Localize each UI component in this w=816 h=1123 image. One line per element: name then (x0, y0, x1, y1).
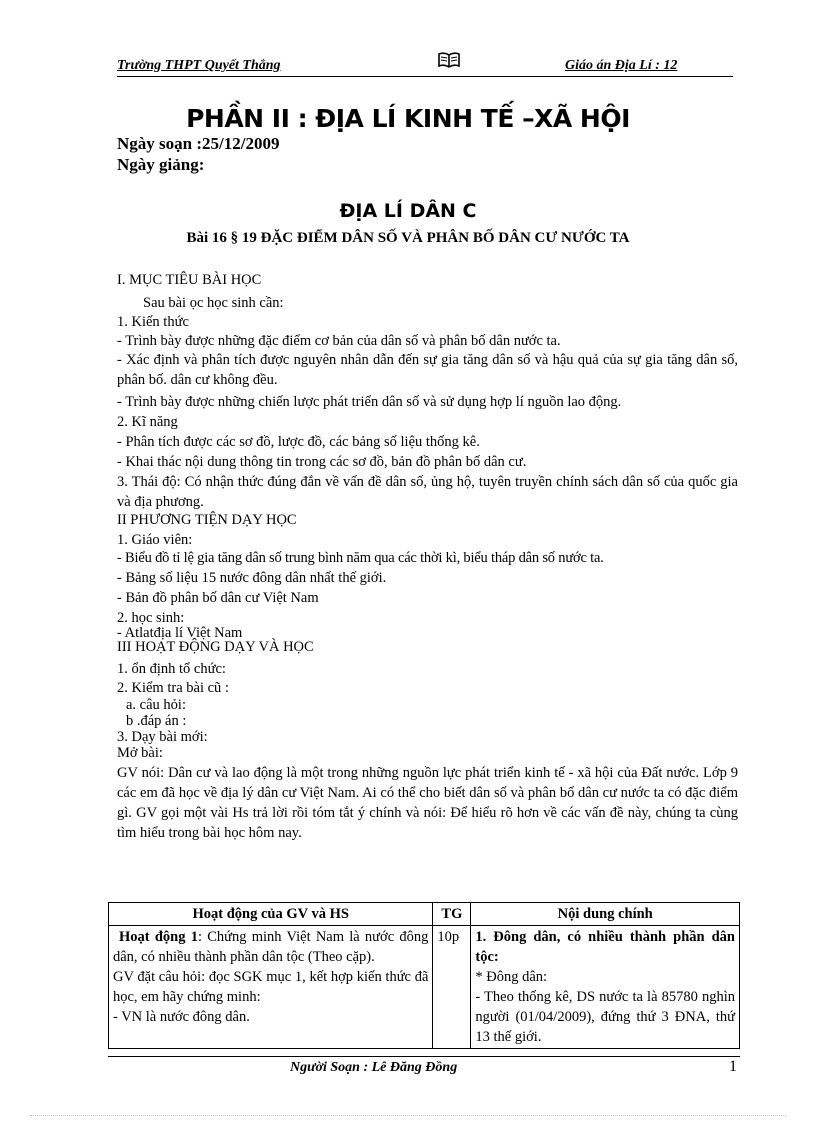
teacher-item-3: - Bản đồ phân bố dân cư Việt Nam (117, 590, 319, 606)
open-book-icon (438, 52, 460, 73)
author-label: Người Soạn : Lê Đăng Đồng (290, 1060, 458, 1075)
table-header: Nội dung chính (471, 903, 740, 926)
teacher-heading: 1. Giáo viên: (117, 532, 193, 548)
activity-point: - VN là nước đông dân. (113, 1009, 250, 1025)
skills-heading: 2. Kĩ năng (117, 414, 178, 430)
activity-title: Hoạt động 1 (119, 929, 198, 945)
page-edge-divider (30, 1115, 786, 1116)
student-heading: 2. học sinh: (117, 610, 185, 626)
activity-item-2b: b .đáp án : (126, 713, 187, 729)
page-number: 1 (729, 1058, 737, 1075)
activity-question: GV đặt câu hỏi: đọc SGK mục 1, kết hợp kiến thức đã học, em hãy chứng minh: (113, 969, 429, 1005)
header-divider (117, 76, 733, 77)
skills-item-1: - Phân tích được các sơ đồ, lược đồ, các bảng số liệu thống kê. (117, 434, 480, 450)
content-subtitle: * Đông dân: (475, 969, 548, 985)
opening-text: GV nói: Dân cư và lao động là một trong những nguồn lực phát triển kinh tế - xã hội của Đất nước. Lớp 9 các em đã học về địa lý dân cư Việt Nam. Ai có thể cho biết dân số và phân bố dân cư nước ta có đặc điểm gì. GV gọi một vài Hs trả lời rồi tóm tắt ý chính và nói: Để hiểu rõ hơn về các vấn đề này, chúng ta cùng tìm hiểu trong bài học hôm nay. (117, 765, 738, 841)
knowledge-heading: 1. Kiến thức (117, 314, 189, 330)
materials-heading: II PHƯƠNG TIỆN DẠY HỌC (117, 512, 297, 528)
activity-item-1: 1. ổn định tổ chức: (117, 661, 226, 677)
subject-label: Giáo án Địa Lí : 12 (565, 58, 678, 73)
activity-item-2a: a. câu hỏi: (126, 697, 186, 713)
activity-item-3: 3. Dạy bài mới: (117, 729, 208, 745)
teach-date: Ngày giảng: (117, 155, 205, 174)
knowledge-item-3: - Trình bày được những chiến lược phát triển dân số và sử dụng hợp lí nguồn lao động. (117, 394, 622, 410)
teacher-item-2: - Bảng số liệu 15 nước đông dân nhất thế giới. (117, 570, 387, 586)
objectives-heading: I. MỤC TIÊU BÀI HỌC (117, 272, 262, 288)
skills-item-2: - Khai thác nội dung thông tin trong các sơ đồ, bản đồ phân bố dân cư. (117, 454, 527, 470)
prep-date: Ngày soạn :25/12/2009 (117, 134, 280, 153)
footer-divider (108, 1056, 740, 1057)
part-title: PHẦN II : ĐỊA LÍ KINH TẾ –XÃ HỘI (186, 104, 630, 133)
content-text: - Theo thống kê, DS nước ta là 85780 nghìn người (01/04/2009), đứng thứ 3 ĐNA, thứ 13 thế giới. (475, 989, 735, 1045)
activities-heading: III HOẠT ĐỘNG DẠY VÀ HỌC (117, 639, 314, 655)
table-cell-activity (109, 926, 433, 1049)
table-header: Hoạt động của GV và HS (109, 903, 433, 926)
objectives-intro: Sau bài ọc học sinh cần: (143, 295, 284, 311)
activity-description: : Chứng minh Việt Nam là nước đông dân, có nhiều thành phần dân tộc (Theo cặp). (113, 929, 429, 965)
knowledge-item-2: - Xác định và phân tích được nguyên nhân dẫn đến sự gia tăng dân số và hậu quả của sự gia tăng dân số, phân bố. dân cư không đều. (117, 352, 738, 388)
activity-item-2: 2. Kiểm tra bài cũ : (117, 680, 229, 696)
table-cell-content (471, 926, 740, 1049)
table-cell-time: 10p (433, 926, 471, 1049)
table-row (109, 926, 740, 1049)
student-item: - Atlatđịa lí Việt Nam (117, 625, 243, 641)
attitude-text: 3. Thái độ: Có nhận thức đúng đắn về vấn đề dân số, ủng hộ, tuyên truyền chính sách dân số của quốc gia và địa phương. (117, 474, 738, 510)
content-title: 1. Đông dân, có nhiều thành phần dân tộc: (475, 929, 735, 965)
lesson-title: Bài 16 § 19 ĐẶC ĐIỂM DÂN SỐ VÀ PHÂN BỐ DÂN CƯ NƯỚC TA (186, 230, 630, 246)
knowledge-item-1: - Trình bày được những đặc điểm cơ bản của dân số và phân bố dân nước ta. (117, 333, 561, 349)
school-name: Trường THPT Quyết Thắng (117, 58, 281, 73)
table-header: TG (433, 903, 471, 926)
page-header (0, 52, 816, 80)
table-header-row (109, 903, 740, 926)
lesson-table (108, 902, 740, 1049)
opening-label: Mở bài: (117, 745, 163, 761)
teacher-item-1: - Biểu đồ tỉ lệ gia tăng dân số trung bình năm qua các thời kì, biểu tháp dân số nước ta. (117, 550, 604, 566)
topic-title: ĐỊA LÍ DÂN C (339, 200, 477, 222)
